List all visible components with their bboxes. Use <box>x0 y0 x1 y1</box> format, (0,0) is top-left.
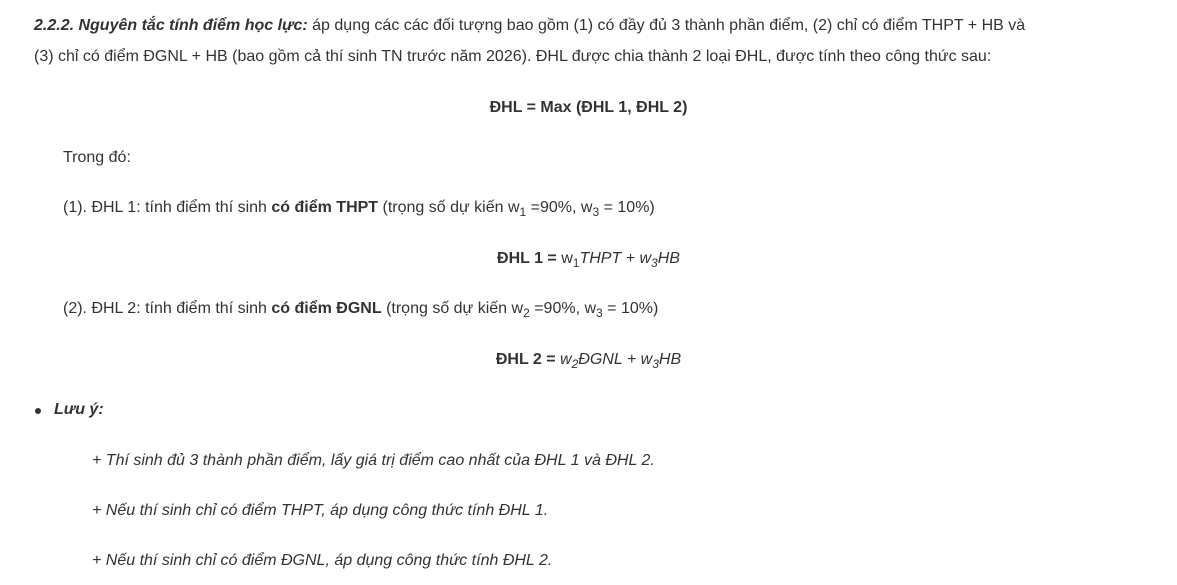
formula-1-term1: THPT <box>579 250 622 267</box>
item-2-sub-b: 3 <box>596 306 603 320</box>
intro-paragraph-line2: (3) chỉ có điểm ĐGNL + HB (bao gồm cả thí sinh TN trước năm 2026). ĐHL được chia thành 2 loại ĐHL, được tính theo công thức sau: <box>34 48 992 65</box>
bullet-dot-icon <box>35 408 41 414</box>
section-heading: 2.2.2. Nguyên tắc tính điểm học lực: <box>34 17 308 34</box>
formula-2-w: w <box>560 351 572 368</box>
intro-paragraph-line1 <box>34 16 1025 36</box>
formula-2-label: ĐHL 2 = <box>495 351 561 368</box>
item-2 <box>63 299 658 319</box>
item-1-weights-close: = 10%) <box>599 199 655 216</box>
note-item: + Thí sinh đủ 3 thành phần điểm, lấy giá trị điểm cao nhất của ĐHL 1 và ĐHL 2. <box>92 452 655 469</box>
intro-text-1: áp dụng các các đối tượng bao gồm (1) có đầy đủ 3 thành phần điểm, (2) chỉ có điểm THPT + HB và <box>307 17 1026 34</box>
item-1-prefix: (1). ĐHL 1: tính điểm thí sinh <box>63 199 272 216</box>
formula-2 <box>0 350 1177 370</box>
formula-1-w: w <box>561 250 573 267</box>
item-1-weights-open: (trọng số dự kiến w <box>378 199 520 216</box>
item-2-weights-open: (trọng số dự kiến w <box>381 300 524 317</box>
item-1-weights-mid: =90%, w <box>526 199 593 216</box>
note-item: + Nếu thí sinh chỉ có điểm ĐGNL, áp dụng công thức tính ĐHL 2. <box>92 552 553 569</box>
formula-2-w-sub: 2 <box>571 357 579 371</box>
item-2-weights-close: = 10%) <box>602 300 659 317</box>
formula-1-w-sub: 1 <box>572 256 580 270</box>
formula-1-plus: + <box>621 250 640 267</box>
formula-main: ĐHL = Max (ĐHL 1, ĐHL 2) <box>489 99 688 116</box>
item-1-bold: có điểm THPT <box>271 199 379 216</box>
formula-1-term2: HB <box>657 250 680 267</box>
item-2-bold: có điểm ĐGNL <box>271 300 382 317</box>
item-1-sub-a: 1 <box>519 205 527 219</box>
item-2-prefix: (2). ĐHL 2: tính điểm thí sinh <box>63 300 272 317</box>
formula-2-plus: + <box>622 351 641 368</box>
formula-2-term1: ĐGNL <box>578 351 623 368</box>
item-2-weights-mid: =90%, w <box>529 300 597 317</box>
formula-1 <box>0 249 1177 269</box>
formula-1-w2-sub: 3 <box>651 256 658 270</box>
item-2-sub-a: 2 <box>523 306 530 320</box>
where-label: Trong đó: <box>63 149 131 166</box>
item-1 <box>63 198 655 218</box>
formula-2-w2: w <box>640 351 653 368</box>
note-label: Lưu ý: <box>54 401 104 418</box>
formula-1-label: ĐHL 1 = <box>497 250 562 267</box>
item-1-sub-b: 3 <box>592 205 600 219</box>
formula-1-w2: w <box>639 250 652 267</box>
formula-2-w2-sub: 3 <box>652 357 659 371</box>
note-item: + Nếu thí sinh chỉ có điểm THPT, áp dụng công thức tính ĐHL 1. <box>92 502 549 519</box>
formula-2-term2: HB <box>658 351 682 368</box>
